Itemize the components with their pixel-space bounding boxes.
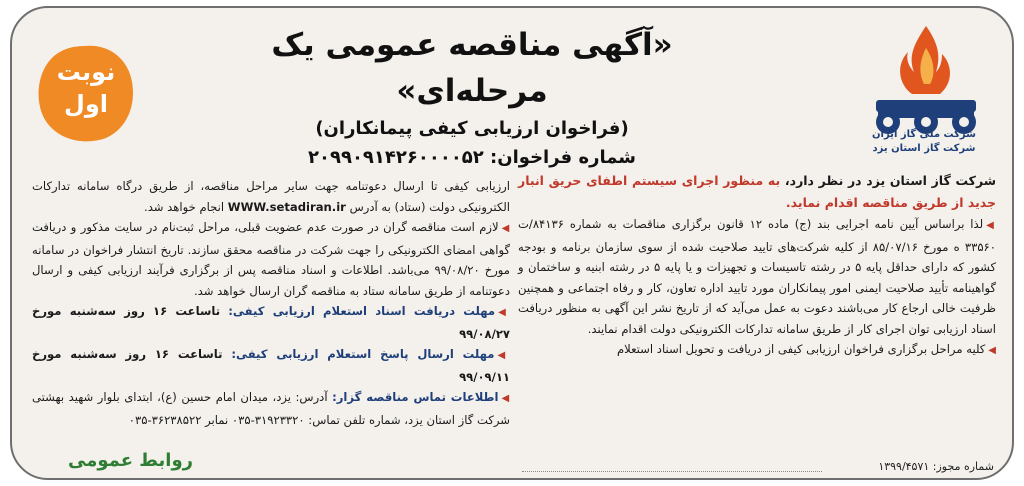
notice-round-badge <box>36 56 136 120</box>
lead-paragraph <box>518 170 996 214</box>
ad-title: «آگهی مناقصه عمومی یک مرحله‌ای» <box>271 27 673 109</box>
lead-highlight: به منظور اجرای سیستم اطفای حریق انبار جدید از طریق مناقصه اقدام نماید. <box>518 173 996 210</box>
ad-header <box>192 22 752 172</box>
badge-line2: اول <box>64 90 108 118</box>
left-column <box>32 176 510 430</box>
deadline-documents <box>32 301 510 344</box>
setad-url-link[interactable]: WWW.setadiran.ir <box>227 199 346 214</box>
lead-intro: شرکت گاز استان یزد در نظر دارد، <box>780 173 997 188</box>
deadline-documents-label: مهلت دریافت اسناد استعلام ارزیابی کیفی: <box>228 304 496 318</box>
ad-subtitle: (فراخوان ارزیابی کیفی پیمانکاران) <box>315 118 629 139</box>
permit-number: شماره مجوز: ۱۳۹۹/۴۵۷۱ <box>878 460 994 473</box>
contact-value: آدرس: یزد، میدان امام حسین (ع)، ابتدای بلوار شهید بهشتی شرکت گاز استان یزد، شماره تلفن تماس: ۳۱۹۲۳۳۲۰-۰۳۵ نمابر ۳۶۲۳۸۵۲۲-۰۳۵ <box>32 390 510 427</box>
company-name <box>854 128 994 156</box>
triangle-bullet-icon: ◀ <box>501 393 510 404</box>
ad-frame <box>10 6 1014 480</box>
footer-divider <box>522 471 822 472</box>
paragraph-registration <box>32 217 510 301</box>
contact-label: اطلاعات تماس مناقصه گزار: <box>332 390 499 404</box>
company-name-line1: شرکت ملی گاز ایران <box>872 129 976 140</box>
right-column <box>518 170 996 362</box>
company-name-line2: شرکت گاز استان یزد <box>872 143 976 154</box>
stages-cont-text: ارزیابی کیفی تا ارسال دعوتنامه جهت سایر مراحل مناقصه، از طریق درگاه سامانه تدارکات الکترونیکی دولت (ستاد) به آدرس <box>32 179 510 214</box>
contact-info <box>32 387 510 430</box>
registration-text: لازم است مناقصه گران در صورت عدم عضویت قبلی، مراحل ثبت‌نام در سایت مذکور و دریافت گواهی امضای الکترونیکی را جهت شرکت در مناقصه محقق سازند. تاریخ انتشار فراخوان در سامانه مورخ ۹۹/۰۸/۲۰ می‌باشد. اطلاعات و اسناد مناقصه پس از برگزاری فرآیند ارزیابی کیفی و ارسال دعوتنامه از طریق سامانه ستاد به مناقصه گران ارسال خواهد شد. <box>32 220 510 298</box>
paragraph-stages-cont <box>32 176 510 217</box>
badge-line1: نوبت <box>56 58 116 86</box>
paragraph-stages <box>518 339 996 362</box>
call-number: شماره فراخوان: ۲۰۹۹۰۹۱۴۲۶۰۰۰۰۵۲ <box>308 147 636 168</box>
deadline-response-value: تاساعت ۱۶ روز سه‌شنبه مورخ ۹۹/۰۹/۱۱ <box>32 347 510 384</box>
eligibility-text: لذا براساس آیین نامه اجرایی بند (ج) ماده ۱۲ قانون برگزاری مناقصات به شماره ۸۴۱۳۶/ت ۳۳۵۶۰ ه مورخ ۸۵/۰۷/۱۶ از کلیه شرکت‌های تایید صلاحیت شده از سوی سازمان برنامه و بودجه کشور که دارای حداقل پایه ۵ در رشته تاسیسات و تجهیزات و یا پایه ۵ در رشته ابنیه و ساختمان و گواهینامه تأیید صلاحیت ایمنی امور پیمانکاران مورد تایید اداره تعاون، کار و رفاه اجتماعی و همچنین ظرفیت خالی ارجاع کار می‌باشند دعوت به عمل می‌آید که از تاریخ نشر این آگهی به منظور دریافت اسناد ارزیابی توان اجرای کار از طریق سامانه تدارکات الکترونیکی دولت اقدام نمایند. <box>518 217 996 336</box>
stages-text: کلیه مراحل برگزاری فراخوان ارزیابی کیفی از دریافت و تحویل اسناد استعلام <box>616 342 986 356</box>
public-relations-signature: روابط عمومی <box>68 450 194 471</box>
triangle-bullet-icon: ◀ <box>498 307 510 318</box>
deadline-response-label: مهلت ارسال پاسخ استعلام ارزیابی کیفی: <box>231 347 495 361</box>
paragraph-eligibility <box>518 214 996 339</box>
triangle-bullet-icon: ◀ <box>501 223 510 234</box>
triangle-bullet-icon: ◀ <box>986 220 996 231</box>
triangle-bullet-icon: ◀ <box>497 350 510 361</box>
deadline-documents-value: تاساعت ۱۶ روز سه‌شنبه مورخ ۹۹/۰۸/۲۷ <box>32 304 510 341</box>
triangle-bullet-icon: ◀ <box>988 345 996 356</box>
stages-cont-end: انجام خواهد شد. <box>144 199 228 214</box>
deadline-response <box>32 344 510 387</box>
